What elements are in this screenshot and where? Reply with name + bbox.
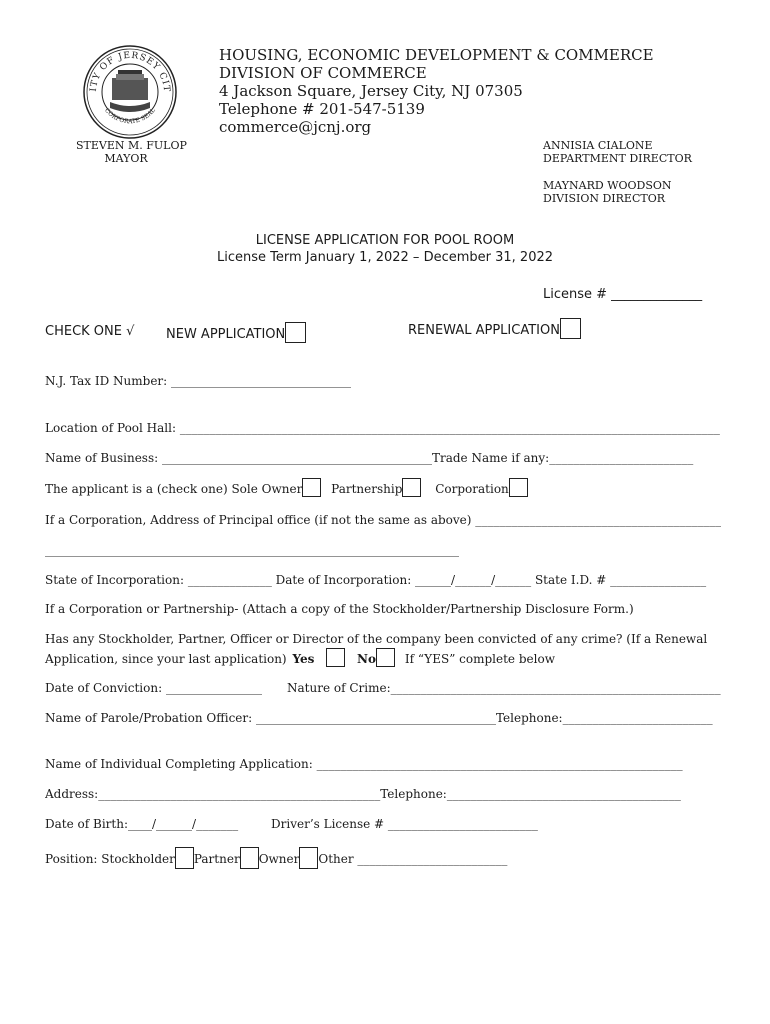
- seal-bottom-text: CORPORATE SEAL: [103, 107, 157, 126]
- conviction-question-line1: Has any Stockholder, Partner, Officer or Director of the company been convicted of any crime? (If a Renewal: [45, 632, 708, 646]
- seal-icon: [82, 44, 178, 140]
- new-application-option[interactable]: [166, 322, 306, 343]
- no-label: No: [357, 652, 377, 666]
- form-title: LICENSE APPLICATION FOR POOL ROOM: [255, 233, 515, 248]
- yes-checkbox[interactable]: [326, 648, 345, 667]
- address-field[interactable]: Address:_______________________________________________Telephone:_______________________________________: [45, 787, 681, 801]
- office-phone: Telephone # 201-547-5139: [219, 100, 425, 118]
- stockholder-checkbox[interactable]: [175, 847, 194, 869]
- principal-office-field[interactable]: If a Corporation, Address of Principal office (if not the same as above) _________________________________________: [45, 513, 721, 527]
- conviction-question-text: Application, since your last application): [45, 652, 287, 666]
- license-term: License Term January 1, 2022 – December 31, 2022: [216, 250, 554, 265]
- if-yes-note: If “YES” complete below: [404, 652, 555, 666]
- mayor-name: STEVEN M. FULOP: [76, 139, 187, 152]
- position-label: Position: Stockholder: [45, 852, 175, 866]
- other-field[interactable]: Other _________________________: [318, 852, 508, 866]
- business-name-field[interactable]: Name of Business: _____________________________________________Trade Name if any:________________________: [45, 451, 694, 465]
- incorporation-row[interactable]: State of Incorporation: ______________ Date of Incorporation: ______/______/______ State I.D. # ________________: [45, 573, 707, 587]
- license-number-field[interactable]: License # ______________: [543, 287, 703, 302]
- sole-owner-checkbox[interactable]: [302, 478, 321, 497]
- applicant-type-row: [45, 478, 528, 497]
- conviction-date-field[interactable]: Date of Conviction: ________________: [45, 681, 262, 695]
- drivers-license-field[interactable]: Driver’s License # _________________________: [271, 817, 538, 831]
- owner-checkbox[interactable]: [299, 847, 318, 869]
- no-checkbox[interactable]: [376, 648, 395, 667]
- office-email: commerce@jcnj.org: [219, 118, 372, 136]
- partnership-checkbox[interactable]: [402, 478, 421, 497]
- partnership-label: Partnership: [331, 482, 403, 496]
- renewal-application-option[interactable]: [408, 318, 581, 339]
- renewal-application-checkbox[interactable]: [560, 318, 581, 339]
- principal-office-continued[interactable]: _____________________________________________________________________: [45, 543, 459, 557]
- division-name: DIVISION OF COMMERCE: [219, 64, 427, 82]
- dept-name: HOUSING, ECONOMIC DEVELOPMENT & COMMERCE: [219, 46, 654, 64]
- yes-label: Yes: [292, 652, 315, 666]
- mayor-title: MAYOR: [104, 152, 148, 165]
- seal-top-text: ITY OF JERSEY CIT: [88, 50, 172, 93]
- applicant-type-label: The applicant is a (check one) Sole Owner: [45, 482, 303, 496]
- corporation-checkbox[interactable]: [509, 478, 528, 497]
- individual-name-field[interactable]: Name of Individual Completing Application: _____________________________________________________________: [45, 757, 683, 771]
- new-application-checkbox[interactable]: [285, 322, 306, 343]
- corporation-label: Corporation: [435, 482, 509, 496]
- dob-field[interactable]: Date of Birth:____/______/_______: [45, 817, 239, 831]
- tax-id-field[interactable]: N.J. Tax ID Number: ______________________________: [45, 374, 352, 388]
- partner-label: Partner: [193, 852, 240, 866]
- director-title: DEPARTMENT DIRECTOR: [543, 152, 692, 165]
- city-seal: [82, 44, 178, 140]
- conviction-question-line2: [45, 648, 555, 667]
- owner-label: Owner: [258, 852, 300, 866]
- director-name: ANNISIA CIALONE: [543, 139, 653, 152]
- disclosure-instruction: If a Corporation or Partnership- (Attach a copy of the Stockholder/Partnership Disclosure Form.): [45, 602, 634, 616]
- new-application-label: NEW APPLICATION: [166, 327, 286, 342]
- partner-checkbox[interactable]: [240, 847, 259, 869]
- renewal-application-label: RENEWAL APPLICATION: [408, 323, 560, 338]
- division-director-name: MAYNARD WOODSON: [543, 179, 672, 192]
- position-row: [45, 847, 507, 869]
- parole-officer-field[interactable]: Name of Parole/Probation Officer: ________________________________________Telephone:_________________________: [45, 711, 713, 725]
- pool-hall-location-field[interactable]: Location of Pool Hall: __________________________________________________________________________________________: [45, 421, 720, 435]
- division-director-title: DIVISION DIRECTOR: [543, 192, 666, 205]
- office-address: 4 Jackson Square, Jersey City, NJ 07305: [219, 82, 523, 100]
- check-one-label: CHECK ONE √: [45, 324, 135, 339]
- crime-nature-field[interactable]: Nature of Crime:_______________________________________________________: [287, 681, 721, 695]
